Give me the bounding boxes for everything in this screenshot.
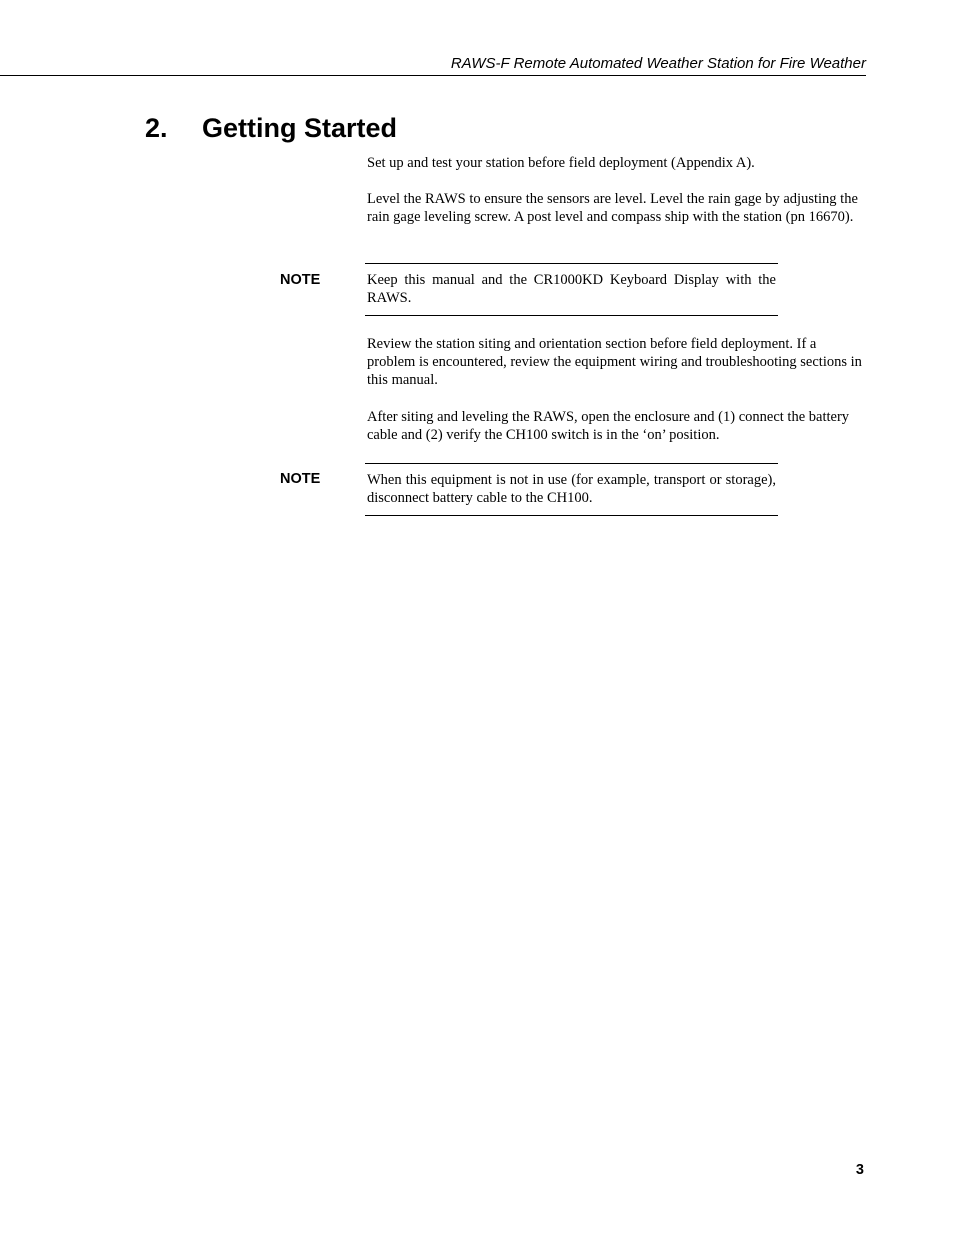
note-text: When this equipment is not in use (for example, transport or storage), disconnect battery cable to the CH100. [367,472,776,506]
chapter-number: 2. [145,113,168,143]
note-text: Keep this manual and the CR1000KD Keyboard Display with the RAWS. [367,272,776,306]
note-box [365,263,778,316]
chapter-title: Getting Started [202,113,398,143]
chapter-heading [145,111,397,145]
note-box [365,463,778,516]
page-number: 3 [855,1162,864,1178]
paragraph-leveling: Level the RAWS to ensure the sensors are level. Level the rain gage by adjusting the rain gage leveling screw. A post level and compass ship with the station (pn 16670). [367,191,858,225]
running-header [0,55,866,76]
paragraph-siting: Review the station siting and orientation section before field deployment. If a problem is encountered, review the equipment wiring and troubleshooting sections in this manual. [367,336,862,388]
note-label: NOTE [280,272,321,288]
running-header-title: RAWS-F Remote Automated Weather Station for Fire Weather [450,55,866,72]
paragraph-setup: Set up and test your station before field deployment (Appendix A). [367,155,755,171]
paragraph-battery: After siting and leveling the RAWS, open the enclosure and (1) connect the battery cable and (2) verify the CH100 switch is in the ‘on’ position. [367,409,850,443]
note-label: NOTE [280,471,321,487]
